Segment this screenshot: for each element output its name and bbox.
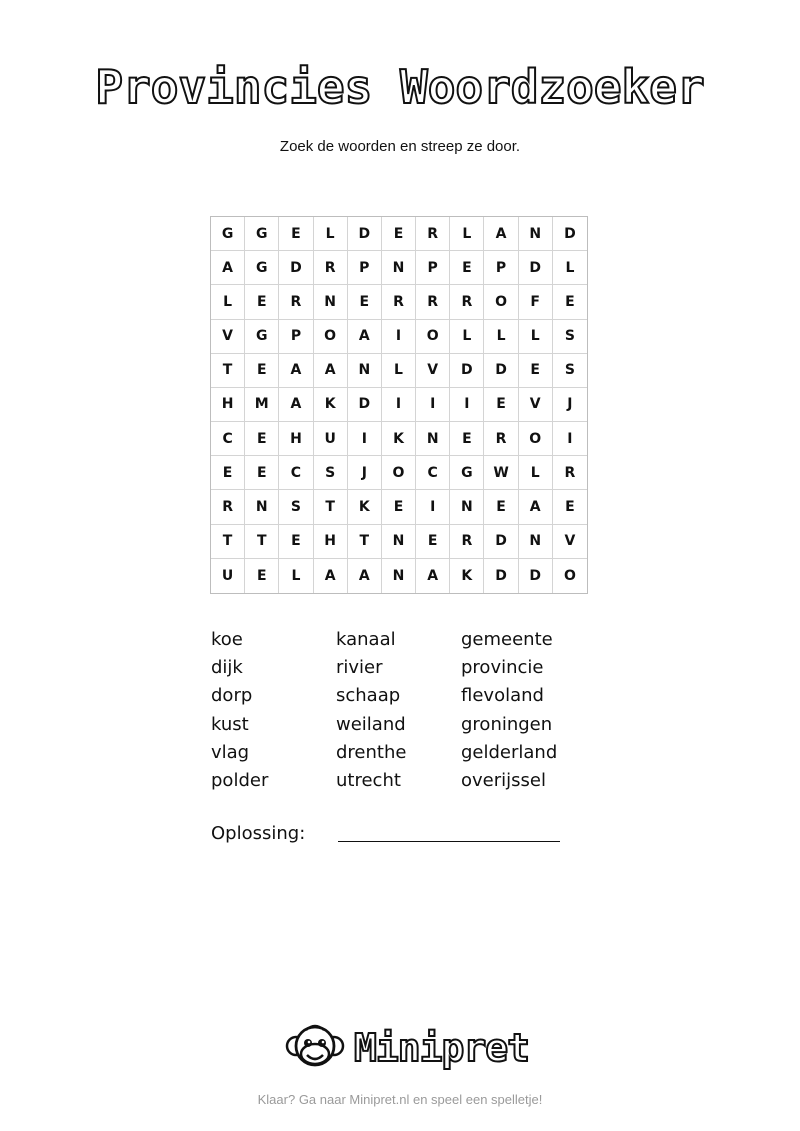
word-item: koe [211,629,243,650]
letter-grid [210,216,588,594]
grid-cell: E [450,251,484,285]
word-item: gemeente [461,629,553,650]
grid-cell: E [450,422,484,456]
grid-cell: E [553,490,587,524]
grid-cell: I [348,422,382,456]
grid-cell: E [245,285,279,319]
grid-cell: E [348,285,382,319]
grid-cell: U [211,559,245,593]
grid-cell: O [416,320,450,354]
grid-cell: D [553,217,587,251]
grid-cell: E [382,217,416,251]
grid-cell: N [245,490,279,524]
grid-cell: I [553,422,587,456]
grid-cell: N [416,422,450,456]
grid-cell: N [348,354,382,388]
grid-cell: L [484,320,518,354]
grid-cell: N [382,525,416,559]
grid-cell: W [484,456,518,490]
grid-cell: E [553,285,587,319]
grid-cell: R [450,525,484,559]
grid-cell: O [519,422,553,456]
grid-cell: G [211,217,245,251]
word-item: flevoland [461,685,544,707]
grid-cell: S [553,354,587,388]
grid-cell: R [279,285,313,319]
grid-cell: A [519,490,553,524]
grid-cell: R [484,422,518,456]
word-item: gelderland [461,741,558,763]
grid-cell: E [484,388,518,422]
grid-cell: L [553,251,587,285]
grid-cell: A [279,354,313,388]
instructions: Zoek de woorden en streep ze door. [279,138,521,155]
word-item: utrecht [336,769,401,791]
grid-cell: I [416,388,450,422]
grid-cell: K [314,388,348,422]
grid-cell: R [211,490,245,524]
grid-cell: E [245,422,279,456]
grid-cell: A [484,217,518,251]
grid-cell: C [416,456,450,490]
grid-cell: K [348,490,382,524]
grid-cell: V [211,320,245,354]
grid-cell: M [245,388,279,422]
grid-cell: D [450,354,484,388]
grid-cell: A [211,251,245,285]
grid-cell: T [314,490,348,524]
word-item: rivier [336,657,383,679]
grid-cell: D [484,354,518,388]
word-item: weiland [336,713,406,735]
word-item: provincie [461,657,544,679]
grid-cell: R [314,251,348,285]
grid-cell: E [382,490,416,524]
grid-cell: L [382,354,416,388]
grid-cell: P [279,320,313,354]
grid-cell: T [348,525,382,559]
grid-cell: K [382,422,416,456]
grid-cell: A [416,559,450,593]
grid-cell: T [245,525,279,559]
grid-cell: R [450,285,484,319]
grid-cell: E [245,354,279,388]
grid-cell: E [484,490,518,524]
grid-cell: C [211,422,245,456]
word-item: kust [211,713,249,735]
grid-cell: L [519,320,553,354]
solution-line [338,841,560,842]
word-item: polder [211,769,269,791]
word-list [211,626,591,795]
grid-cell: I [416,490,450,524]
grid-cell: D [484,559,518,593]
grid-cell: J [553,388,587,422]
grid-cell: R [416,217,450,251]
grid-cell: A [314,354,348,388]
grid-cell: E [245,456,279,490]
grid-cell: E [416,525,450,559]
grid-cell: L [450,217,484,251]
grid-cell: O [314,320,348,354]
grid-cell: T [211,525,245,559]
grid-cell: S [279,490,313,524]
grid-cell: J [348,456,382,490]
grid-cell: V [416,354,450,388]
grid-cell: V [553,525,587,559]
word-item: drenthe [336,741,407,763]
grid-cell: L [519,456,553,490]
grid-cell: I [382,388,416,422]
grid-cell: S [553,320,587,354]
grid-cell: E [211,456,245,490]
grid-cell: F [519,285,553,319]
grid-cell: N [450,490,484,524]
grid-cell: N [314,285,348,319]
grid-cell: V [519,388,553,422]
grid-cell: R [382,285,416,319]
grid-cell: P [416,251,450,285]
grid-cell: A [314,559,348,593]
monkey-icon [284,1020,346,1076]
grid-cell: I [450,388,484,422]
grid-cell: D [519,251,553,285]
word-item: groningen [461,713,553,735]
word-item: dijk [211,657,243,679]
grid-cell: G [245,320,279,354]
grid-cell: H [211,388,245,422]
grid-cell: I [382,320,416,354]
grid-cell: E [519,354,553,388]
grid-cell: N [519,217,553,251]
grid-cell: G [245,251,279,285]
grid-cell: P [348,251,382,285]
grid-cell: N [382,251,416,285]
page-title: Provincies Woordzoeker [95,60,705,114]
solution-label: Oplossing: [211,823,306,844]
grid-cell: N [382,559,416,593]
grid-cell: A [348,320,382,354]
word-item: overijssel [461,769,546,791]
grid-cell: S [314,456,348,490]
grid-cell: E [279,217,313,251]
grid-cell: K [450,559,484,593]
word-item: dorp [211,685,253,707]
grid-cell: L [314,217,348,251]
grid-cell: R [416,285,450,319]
grid-cell: P [484,251,518,285]
grid-cell: H [314,525,348,559]
grid-cell: U [314,422,348,456]
word-item: vlag [211,741,250,763]
grid-cell: D [279,251,313,285]
grid-cell: A [348,559,382,593]
grid-cell: E [245,559,279,593]
grid-cell: L [211,285,245,319]
grid-cell: G [245,217,279,251]
grid-cell: O [382,456,416,490]
grid-cell: O [563,567,576,584]
grid-cell: G [450,456,484,490]
grid-cell: D [519,559,553,593]
grid-cell: A [279,388,313,422]
word-item: kanaal [336,629,396,650]
grid-cell: N [519,525,553,559]
grid-cell: O [484,285,518,319]
grid-cell: T [211,354,245,388]
grid-cell: D [484,525,518,559]
footer-text: Klaar? Ga naar Minipret.nl en speel een spelletje! [257,1092,543,1107]
grid-cell: E [279,525,313,559]
grid-cell: L [450,320,484,354]
grid-cell: D [348,388,382,422]
grid-cell: D [348,217,382,251]
grid-cell: C [279,456,313,490]
logo-text: Minipret [354,1026,530,1070]
grid-cell: R [553,456,587,490]
minipret-logo [284,1018,530,1078]
grid-cell: H [279,422,313,456]
grid-cell: L [279,559,313,593]
word-item: schaap [336,685,401,707]
